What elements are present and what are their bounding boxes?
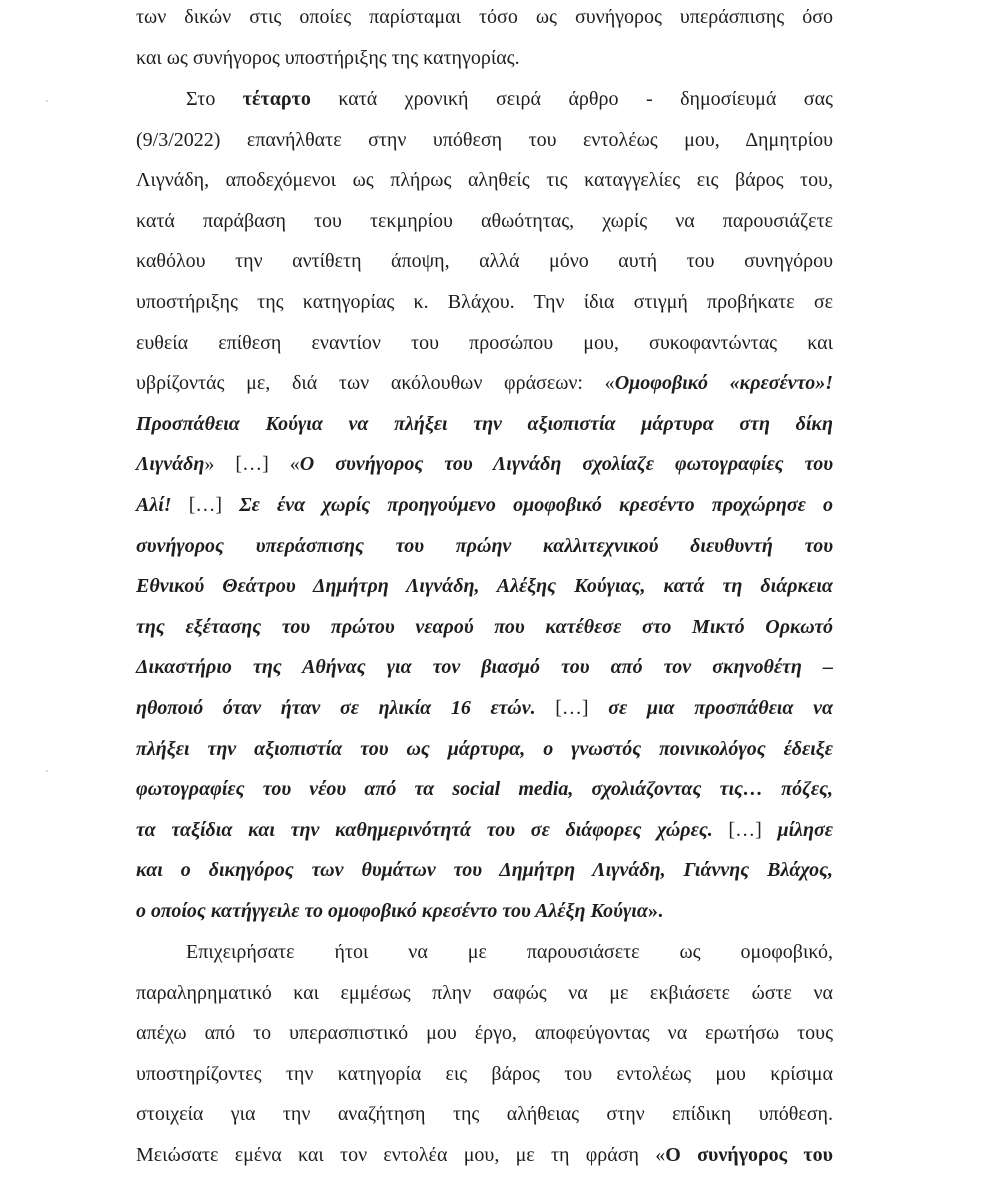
text-line <box>136 810 833 851</box>
text-run: κατά χρονική σειρά άρθρο - δημοσίευμά σας <box>310 88 833 110</box>
quote-line: Εθνικού Θεάτρου Δημήτρη Λιγνάδη, Αλέξης Κούγιας, κατά τη διάρκεια <box>136 575 833 598</box>
text-line: Επιχειρήσατε ήτοι να με παρουσιάσετε ως ομοφοβικό, <box>186 941 833 963</box>
text-line: Λιγνάδη, αποδεχόμενοι ως πλήρως αληθείς τις καταγγελίες εις βάρος του, <box>136 169 833 192</box>
text-run: ». <box>647 899 663 922</box>
quote-line: και ο δικηγόρος των θυμάτων του Δημήτρη Λιγνάδη, Γιάννης Βλάχος, <box>136 859 833 882</box>
emphasis-word: τέταρτο <box>242 88 311 110</box>
text-run: Μειώσατε εμένα και τον εντολέα μου, με τη φράση « <box>136 1143 666 1166</box>
text-line <box>136 444 833 485</box>
text-line: παραληρηματικό και εμμέσως πλην σαφώς να με εκβιάσετε ώστε να <box>136 981 833 1004</box>
text-line <box>136 891 833 932</box>
text-line: στοιχεία για την αναζήτηση της αλήθειας στην επίδικη υπόθεση. <box>136 1103 833 1126</box>
paragraph-2 <box>136 79 833 931</box>
text-line <box>136 688 833 729</box>
text-line <box>136 485 833 526</box>
quote-line: Προσπάθεια Κούγια να πλήξει την αξιοπιστία μάρτυρα στη δίκη <box>136 412 833 435</box>
text-line: ευθεία επίθεση εναντίον του προσώπου μου, συκοφαντώντας και <box>136 331 833 354</box>
quote-run: Αλί! <box>136 493 172 516</box>
quote-run: ο οποίος κατήγγειλε το ομοφοβικό κρεσέντο του Αλέξη Κούγια <box>136 899 648 922</box>
quote-run: τα ταξίδια και την καθημερινότητά του σε διάφορες χώρες. <box>136 818 713 841</box>
text-run: υβρίζοντάς με, διά των ακόλουθων φράσεων: « <box>136 372 615 395</box>
quote-run: Ομοφοβικό «κρεσέντο»! <box>614 372 833 395</box>
text-line: απέχω από το υπερασπιστικό μου έργο, αποφεύγοντας να ερωτήσω τους <box>136 1022 833 1045</box>
quote-line: της εξέτασης του πρώτου νεαρού που κατέθεσε στο Μικτό Ορκωτό <box>136 615 833 638</box>
text-line <box>136 1135 833 1176</box>
text-line: καθόλου την αντίθετη άποψη, αλλά μόνο αυτή του συνηγόρου <box>136 250 833 273</box>
scan-speck <box>46 770 48 772</box>
text-line: υποστήριξης της κατηγορίας κ. Βλάχου. Την ίδια στιγμή προβήκατε σε <box>136 290 833 313</box>
quote-run: Σε ένα χωρίς προηγούμενο ομοφοβικό κρεσέντο προχώρησε ο <box>239 493 833 516</box>
paragraph-3 <box>136 932 833 1176</box>
text-line <box>136 79 833 120</box>
text-line: των δικών στις οποίες παρίσταμαι τόσο ως συνήγορος υπεράσπισης όσο <box>136 6 833 28</box>
text-line: υποστηρίζοντες την κατηγορία εις βάρος του εντολέως μου κρίσιμα <box>136 1062 833 1085</box>
paragraph-1 <box>136 0 833 78</box>
text-line: (9/3/2022) επανήλθατε στην υπόθεση του εντολέως μου, Δημητρίου <box>136 128 833 151</box>
quote-line: φωτογραφίες του νέου από τα social media, σχολιάζοντας τις… πόζες, <box>136 778 833 801</box>
quote-run: Ο συνήγορος του Λιγνάδη σχολίαζε φωτογραφίες του <box>299 453 834 476</box>
text-run: […] <box>171 493 240 516</box>
quote-line: Δικαστήριο της Αθήνας για τον βιασμό του από τον σκηνοθέτη – <box>136 656 833 679</box>
quote-line: πλήξει την αξιοπιστία του ως μάρτυρα, ο γνωστός ποινικολόγος έδειξε <box>136 737 833 760</box>
quote-run: σε μια προσπάθεια να <box>608 696 834 719</box>
quote-run: Λιγνάδη <box>136 453 205 476</box>
text-line: κατά παράβαση του τεκμηρίου αθωότητας, χωρίς να παρουσιάζετε <box>136 209 833 232</box>
text-line <box>136 363 833 404</box>
text-run: » […] « <box>204 453 300 476</box>
quote-line: συνήγορος υπεράσπισης του πρώην καλλιτεχνικού διευθυντή του <box>136 534 833 557</box>
text-line: και ως συνήγορος υποστήριξης της κατηγορίας. <box>136 46 520 69</box>
scan-speck <box>46 100 48 102</box>
text-run: […] <box>535 696 609 719</box>
quote-run: μίλησε <box>777 818 833 841</box>
text-run: Στο <box>186 88 243 110</box>
emphasis-run: Ο συνήγορος του <box>665 1143 833 1166</box>
text-run: […] <box>712 818 778 841</box>
quote-run: ηθοποιό όταν ήταν σε ηλικία 16 ετών. <box>136 696 536 719</box>
